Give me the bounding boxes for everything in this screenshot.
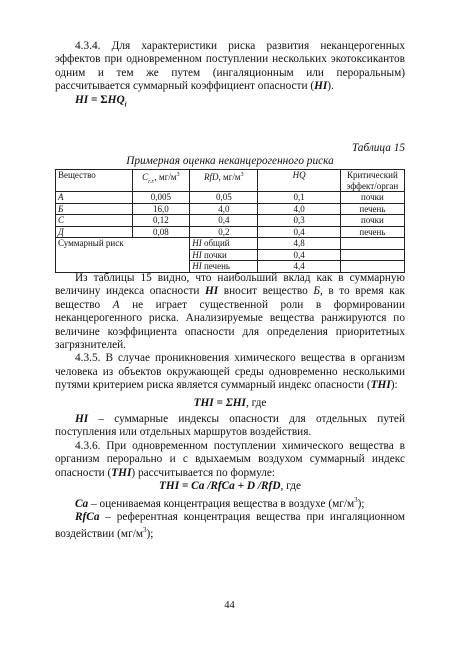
cell-substance (56, 215, 133, 227)
substance-name: С (58, 215, 65, 225)
cell-hq: 0,4 (258, 226, 340, 238)
paragraph-4-3-6 (55, 440, 405, 480)
formula-hi (55, 94, 405, 112)
total-name: печень (201, 261, 230, 271)
hi-term: HI (205, 285, 219, 298)
body-text-lower (55, 272, 405, 541)
cell-hq: 4,0 (258, 203, 340, 215)
total-name: общий (201, 238, 230, 248)
cell-hq: 0,1 (258, 192, 340, 204)
table-row (56, 192, 405, 204)
hi-symbol: HI (192, 238, 202, 248)
definition-rfca (55, 511, 405, 542)
table-row (56, 203, 405, 215)
formula-eq: = (88, 93, 101, 106)
substance-name: Д (58, 226, 64, 237)
table-row-total (56, 238, 405, 250)
definition-text: – суммарные индексы опасности для отдельных путей поступления или отдельных маршрутов воздействия. (55, 413, 405, 439)
ca-term: Ca (75, 497, 89, 510)
risk-table (55, 169, 405, 273)
cell-rfd: 0,4 (190, 215, 258, 227)
formula-subscript: i (124, 99, 127, 108)
definition-text: – референтная концентрация вещества при ингаляционном воздействии (мг/м (55, 510, 405, 540)
page-number: 44 (224, 600, 235, 611)
sigma-symbol: Σ (100, 93, 108, 106)
conc-unit: , мг/м (154, 172, 177, 182)
cell-rfd: 0,2 (190, 226, 258, 238)
paragraph-text-end: ) рассчитывается по формуле: (131, 466, 276, 479)
definition-hi (55, 413, 405, 440)
rfd-sup: 3 (240, 172, 244, 178)
cell-rfd: 4,0 (190, 203, 258, 215)
substance-ref: Б (313, 285, 320, 298)
analysis-text: Из таблицы 15 видно, что наибольший вклад как в суммарную величину индекса опасности (55, 272, 405, 298)
paragraph-text-end: ). (327, 80, 334, 93)
definition-ca (55, 494, 405, 511)
conc-symbol: C (142, 172, 149, 182)
cell-total-value: 4,8 (258, 238, 340, 250)
cell-hq: 0,3 (258, 215, 340, 227)
cell-conc: 0,12 (132, 215, 190, 227)
cell-total-value: 0,4 (258, 249, 340, 261)
cell-substance (56, 226, 133, 238)
paragraph-4-3-4 (55, 40, 405, 94)
formula-tail: , где (245, 396, 267, 409)
table-row (56, 215, 405, 227)
header-rfd (190, 170, 258, 192)
cell-empty (340, 238, 404, 250)
conc-subscript: r.r. (148, 178, 155, 185)
analysis-text: вносит вещество (218, 285, 314, 298)
conc-sup: 3 (176, 172, 180, 178)
header-concentration (132, 170, 190, 192)
paragraph-text: 4.3.5. В случае проникновения химического вещества в организм человека из объектов окружающей среды одновременно несколькими путями критерием риска является суммарный индекс опасности ( (55, 352, 405, 392)
paragraph-analysis (55, 272, 405, 352)
cell-substance (56, 192, 133, 204)
cell-conc: 0,005 (132, 192, 190, 204)
cell-total-name (190, 249, 258, 261)
header-hq (258, 170, 340, 192)
analysis-text: , в то время как вещество (55, 285, 405, 311)
cell-organ: почки (340, 192, 404, 204)
cell-substance (56, 203, 133, 215)
total-name: почки (201, 249, 227, 260)
unit-sup: 3 (143, 526, 147, 535)
paragraph-text-end: ): (390, 379, 398, 392)
substance-ref: А (112, 298, 120, 311)
cell-rfd: 0,05 (190, 192, 258, 204)
formula-lhs: HI (75, 93, 89, 106)
cell-organ: почки (340, 215, 404, 227)
cell-empty (340, 261, 404, 273)
table-header-block (55, 142, 405, 169)
table-header-row (56, 170, 405, 192)
hi-term: HI (314, 80, 328, 93)
table-caption: Примерная оценка неканцерогенного риска (126, 155, 334, 168)
paragraph-text: 4.3.6. При одновременном поступлении химического вещества в организм перорально и с вдыхаемым воздухом суммарный индекс опасности ( (55, 439, 405, 479)
hi-symbol: HI (192, 261, 202, 271)
paragraph-4-3-5 (55, 352, 405, 392)
cell-total-value: 4,4 (258, 261, 340, 273)
header-critical: Критический эффект/орган (340, 170, 404, 192)
formula-text: THI = Ca /RfCa + D /RfD (159, 480, 281, 493)
rfd-symbol: RfD (204, 172, 219, 182)
formula-text: THI = ΣHI (193, 396, 246, 409)
rfd-unit: , мг/м (218, 172, 241, 182)
paragraph-text: 4.3.4. Для характеристики риска развития неканцерогенных эффектов при одновременном поступлении нескольких экотоксикантов одним и тем же путем (ингаляционным или пероральным) рассчитывается суммарный коэффициент опасности ( (55, 40, 405, 93)
header-substance: Вещество (56, 170, 133, 192)
thi-term: THI (111, 466, 132, 479)
substance-name: А (58, 192, 64, 202)
unit-sup: 3 (354, 495, 358, 504)
cell-empty (340, 249, 404, 261)
cell-total-name (190, 238, 258, 250)
table-label: Таблица 15 (351, 142, 405, 154)
rfca-term: RfCa (75, 510, 100, 523)
cell-total-name (190, 261, 258, 273)
formula-hq: HQ (107, 93, 125, 106)
cell-organ: печень (340, 203, 404, 215)
cell-total-label: Суммарный риск (56, 238, 190, 273)
cell-conc: 16,0 (132, 203, 190, 215)
substance-name: Б (58, 203, 64, 214)
hi-symbol: HI (192, 249, 202, 260)
table-row (56, 226, 405, 238)
formula-thi-detailed (55, 480, 405, 493)
definition-end: ); (357, 497, 365, 510)
formula-tail: , где (280, 480, 301, 493)
hi-term: HI (75, 413, 89, 426)
analysis-text: не играет существенной роли в формировании неканцерогенного риска. Анализируемые вещества ранжируются по величине коэффициента опасности для определения приоритетных загрязнителей. (55, 298, 405, 352)
cell-organ: печень (340, 226, 404, 238)
definition-end: ); (146, 527, 154, 540)
section-4-3-4 (55, 40, 405, 111)
hq-symbol: HQ (292, 170, 306, 180)
definition-text: – оцениваемая концентрация вещества в воздухе (мг/м (88, 497, 355, 510)
formula-thi (55, 397, 405, 410)
cell-conc: 0,08 (132, 226, 190, 238)
thi-term: THI (370, 379, 391, 392)
